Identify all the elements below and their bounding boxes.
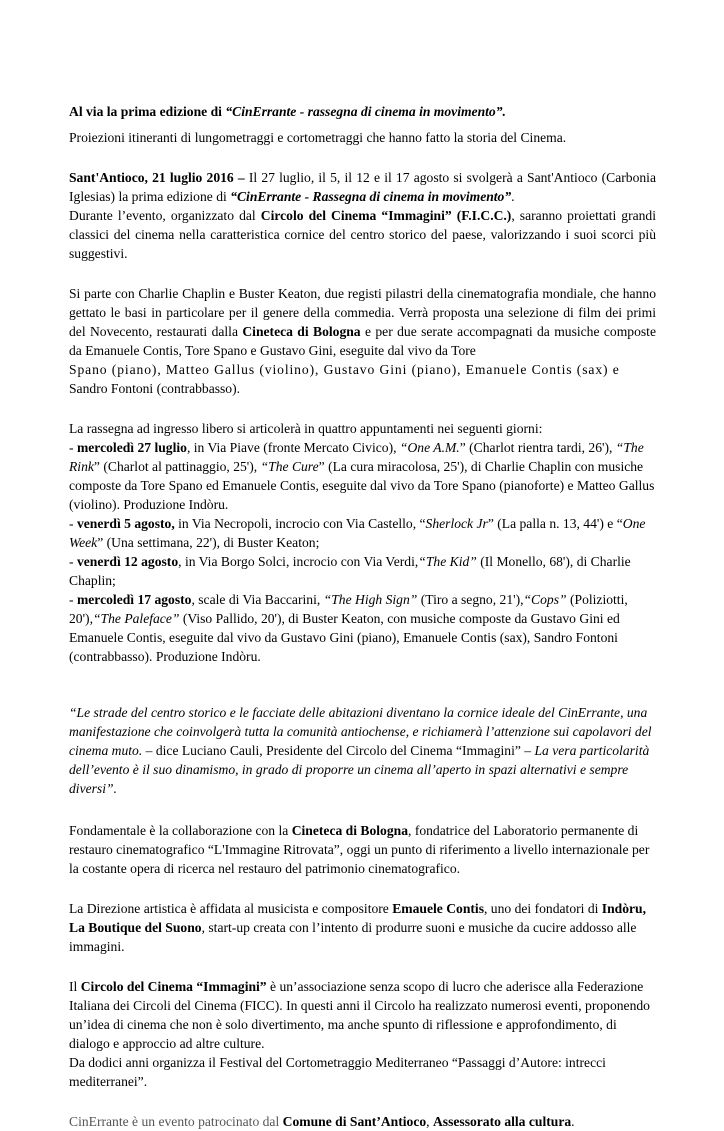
dateline: Sant'Antioco, 21 luglio 2016 – [69, 170, 245, 185]
paragraph-text: , uno dei fondatori di [484, 901, 602, 916]
footer-text: , [426, 1114, 433, 1129]
film-title: “The Rink [69, 440, 644, 474]
film-title: One Week [69, 516, 646, 550]
schedule-list [69, 419, 656, 666]
company-name: Indòru, La Boutique del Suono [69, 901, 646, 935]
schedule-text: ” (La palla n. 13, 44') e “ [487, 516, 623, 531]
bullet-dash: - [69, 592, 77, 607]
headline-event-name: “CinErrante - rassegna di cinema in movimento”. [225, 104, 506, 119]
schedule-text: ” (Charlot al pattinaggio, 25'), [93, 459, 261, 474]
cineteca-name: Cineteca di Bologna [242, 324, 361, 339]
paragraph-text: Da dodici anni organizza il Festival del Cortometraggio Mediterraneo “Passaggi d’Autore: intrecci mediterranei”. [69, 1055, 606, 1089]
paragraph-text: , fondatrice del Laboratorio permanente di restauro cinematografico “L'Immagine Ritrovata”, oggi un punto di riferimento a livello internazionale per la costante opera di ricerca nel restauro del patrimonio cinematografico. [69, 823, 650, 876]
schedule-text: ” (Charlot rientra tardi, 26'), [459, 440, 616, 455]
headline [69, 102, 656, 121]
intro-text: . [511, 189, 515, 204]
quote-text: La vera particolarità dell’evento è il suo dinamismo, in grado di proporre un cinema all’aperto in spazi alternativi e sempre diversi”. [69, 743, 650, 796]
film-title: Sherlock Jr [425, 516, 488, 531]
bullet-dash: - [69, 554, 77, 569]
schedule-date: venerdì 5 agosto, [76, 516, 175, 531]
paragraph-text: Fondamentale è la collaborazione con la [69, 823, 292, 838]
film-title: “The Paleface” [92, 611, 180, 626]
event-name: “CinErrante - Rassegna di cinema in movimento” [230, 189, 512, 204]
paragraph-text: Si parte con Charlie Chaplin e Buster Keaton, due registi pilastri della cinematografia mondiale, che hanno gettato le basi in particolare per il genere della commedia. Verrà proposta una selezione di film dei primi del Novecento, restaurati dalla [69, 286, 656, 339]
quote-attribution: – dice Luciano Cauli, Presidente del Circolo del Cinema “Immagini” – [142, 743, 532, 758]
cineteca-name: Cineteca di Bologna [291, 823, 409, 838]
paragraph-text: La Direzione artistica è affidata al musicista e compositore [69, 901, 393, 916]
schedule-text: , in Via Piave (fronte Mercato Civico), [186, 440, 400, 455]
footer-text: CinErrante è un evento patrocinato dal [69, 1114, 283, 1129]
bullet-dash: - [69, 516, 77, 531]
paragraph-text: e per due serate accompagnati da musiche composte da Emanuele Contis, Tore Spano e Gustavo Gini, eseguite dal vivo da Tore [69, 324, 656, 358]
schedule-item [69, 438, 656, 514]
director-name: Emauele Contis [392, 901, 484, 916]
film-title: “The Cure [260, 459, 319, 474]
schedule-item [69, 514, 656, 552]
chaplin-keaton-paragraph [69, 284, 656, 398]
schedule-text: ” (La cura miracolosa, 25'), di Charlie Chaplin con musiche composte da Tore Spano ed Emanuele Contis, eseguite dal vivo da Tore Spano (pianoforte) e Matteo Gallus (violino). Produzione Indòru. [69, 459, 655, 512]
paragraph-text: Il [69, 979, 81, 994]
schedule-text: , in Via Borgo Solci, incrocio con Via Verdi, [178, 554, 419, 569]
sponsor-name: Comune di Sant’Antioco [282, 1114, 427, 1129]
sponsor-footer [69, 1112, 656, 1131]
schedule-text: (Poliziotti, 20'), [69, 592, 628, 626]
intro-text: Durante l’evento, organizzato dal [69, 208, 261, 223]
schedule-text: ” (Una settimana, 22'), di Buster Keaton; [97, 535, 320, 550]
schedule-text: (Viso Pallido, 20'), di Buster Keaton, con musiche composte da Gustavo Gini ed Emanuele Contis, eseguite dal vivo da Gustavo Gini (piano), Emanuele Contis (sax), Sandro Fontoni (contrabbasso). Produzione Indòru. [69, 611, 620, 664]
schedule-text: (Tiro a segno, 21'), [417, 592, 524, 607]
press-release [69, 102, 656, 1131]
film-title: “Cops” [523, 592, 567, 607]
schedule-date: mercoledì 27 luglio [76, 440, 187, 455]
circolo-name: Circolo del Cinema “Immagini” [80, 979, 267, 994]
schedule-item [69, 552, 656, 590]
artistic-direction-paragraph [69, 899, 656, 956]
organizer-name: Circolo del Cinema “Immagini” (F.I.C.C.) [260, 208, 512, 223]
film-title: “The Kid” [418, 554, 477, 569]
quote-text: “Le strade del centro storico e le facciate delle abitazioni diventano la cornice ideale del CinErrante, una manifestazione che coinvolgerà tutta la comunità antiochense, e richiamerà l’attenzione sui capolavori del cinema muto. [69, 705, 652, 758]
intro-text: Il 27 luglio, il 5, il 12 e il 17 agosto si svolgerà a Sant'Antioco (Carbonia Iglesias) la prima edizione di [69, 170, 656, 204]
footer-text: . [571, 1114, 575, 1129]
film-title: “The High Sign” [323, 592, 418, 607]
headline-lead: Al via la prima edizione di [69, 104, 226, 119]
subtitle: Proiezioni itineranti di lungometraggi e cortometraggi che hanno fatto la storia del Cinema. [69, 130, 567, 145]
schedule-text: (Il Monello, 68'), di Charlie Chaplin; [69, 554, 631, 588]
cineteca-paragraph [69, 821, 656, 878]
schedule-item [69, 590, 656, 666]
schedule-text: , scale di Via Baccarini, [191, 592, 324, 607]
intro-paragraph [69, 168, 656, 263]
paragraph-text: , start-up creata con l’intento di produrre suoni e musiche da cucire addosso alle immagini. [69, 920, 637, 954]
president-quote [69, 703, 656, 798]
schedule-date: venerdì 12 agosto [76, 554, 179, 569]
intro-text: , saranno proiettati grandi classici del cinema nella caratteristica cornice del centro storico del paese, valorizzando i suoi scorci più suggestivi. [69, 208, 657, 261]
film-title: “One A.M. [399, 440, 460, 455]
bullet-dash: - [69, 440, 77, 455]
schedule-text: in Via Necropoli, incrocio con Via Castello, “ [174, 516, 426, 531]
paragraph-text: Spano (piano), Matteo Gallus (violino), Gustavo Gini (piano), Emanuele Contis (sax) e [69, 362, 620, 377]
schedule-date: mercoledì 17 agosto [76, 592, 192, 607]
circolo-paragraph [69, 977, 656, 1091]
department-name: Assessorato alla cultura [432, 1114, 572, 1129]
paragraph-text: è un’associazione senza scopo di lucro che aderisce alla Federazione Italiana dei Circoli del Cinema (FICC). In questi anni il Circolo ha realizzato numerosi eventi, proponendo un’idea di cinema che non è solo divertimento, ma anche spunto di riflessione e approfondimento, di dialogo e approccio ad altre culture. [69, 979, 650, 1051]
schedule-intro: La rassegna ad ingresso libero si articolerà in quattro appuntamenti nei seguenti giorni: [69, 421, 543, 436]
paragraph-text: Sandro Fontoni (contrabbasso). [69, 381, 241, 396]
